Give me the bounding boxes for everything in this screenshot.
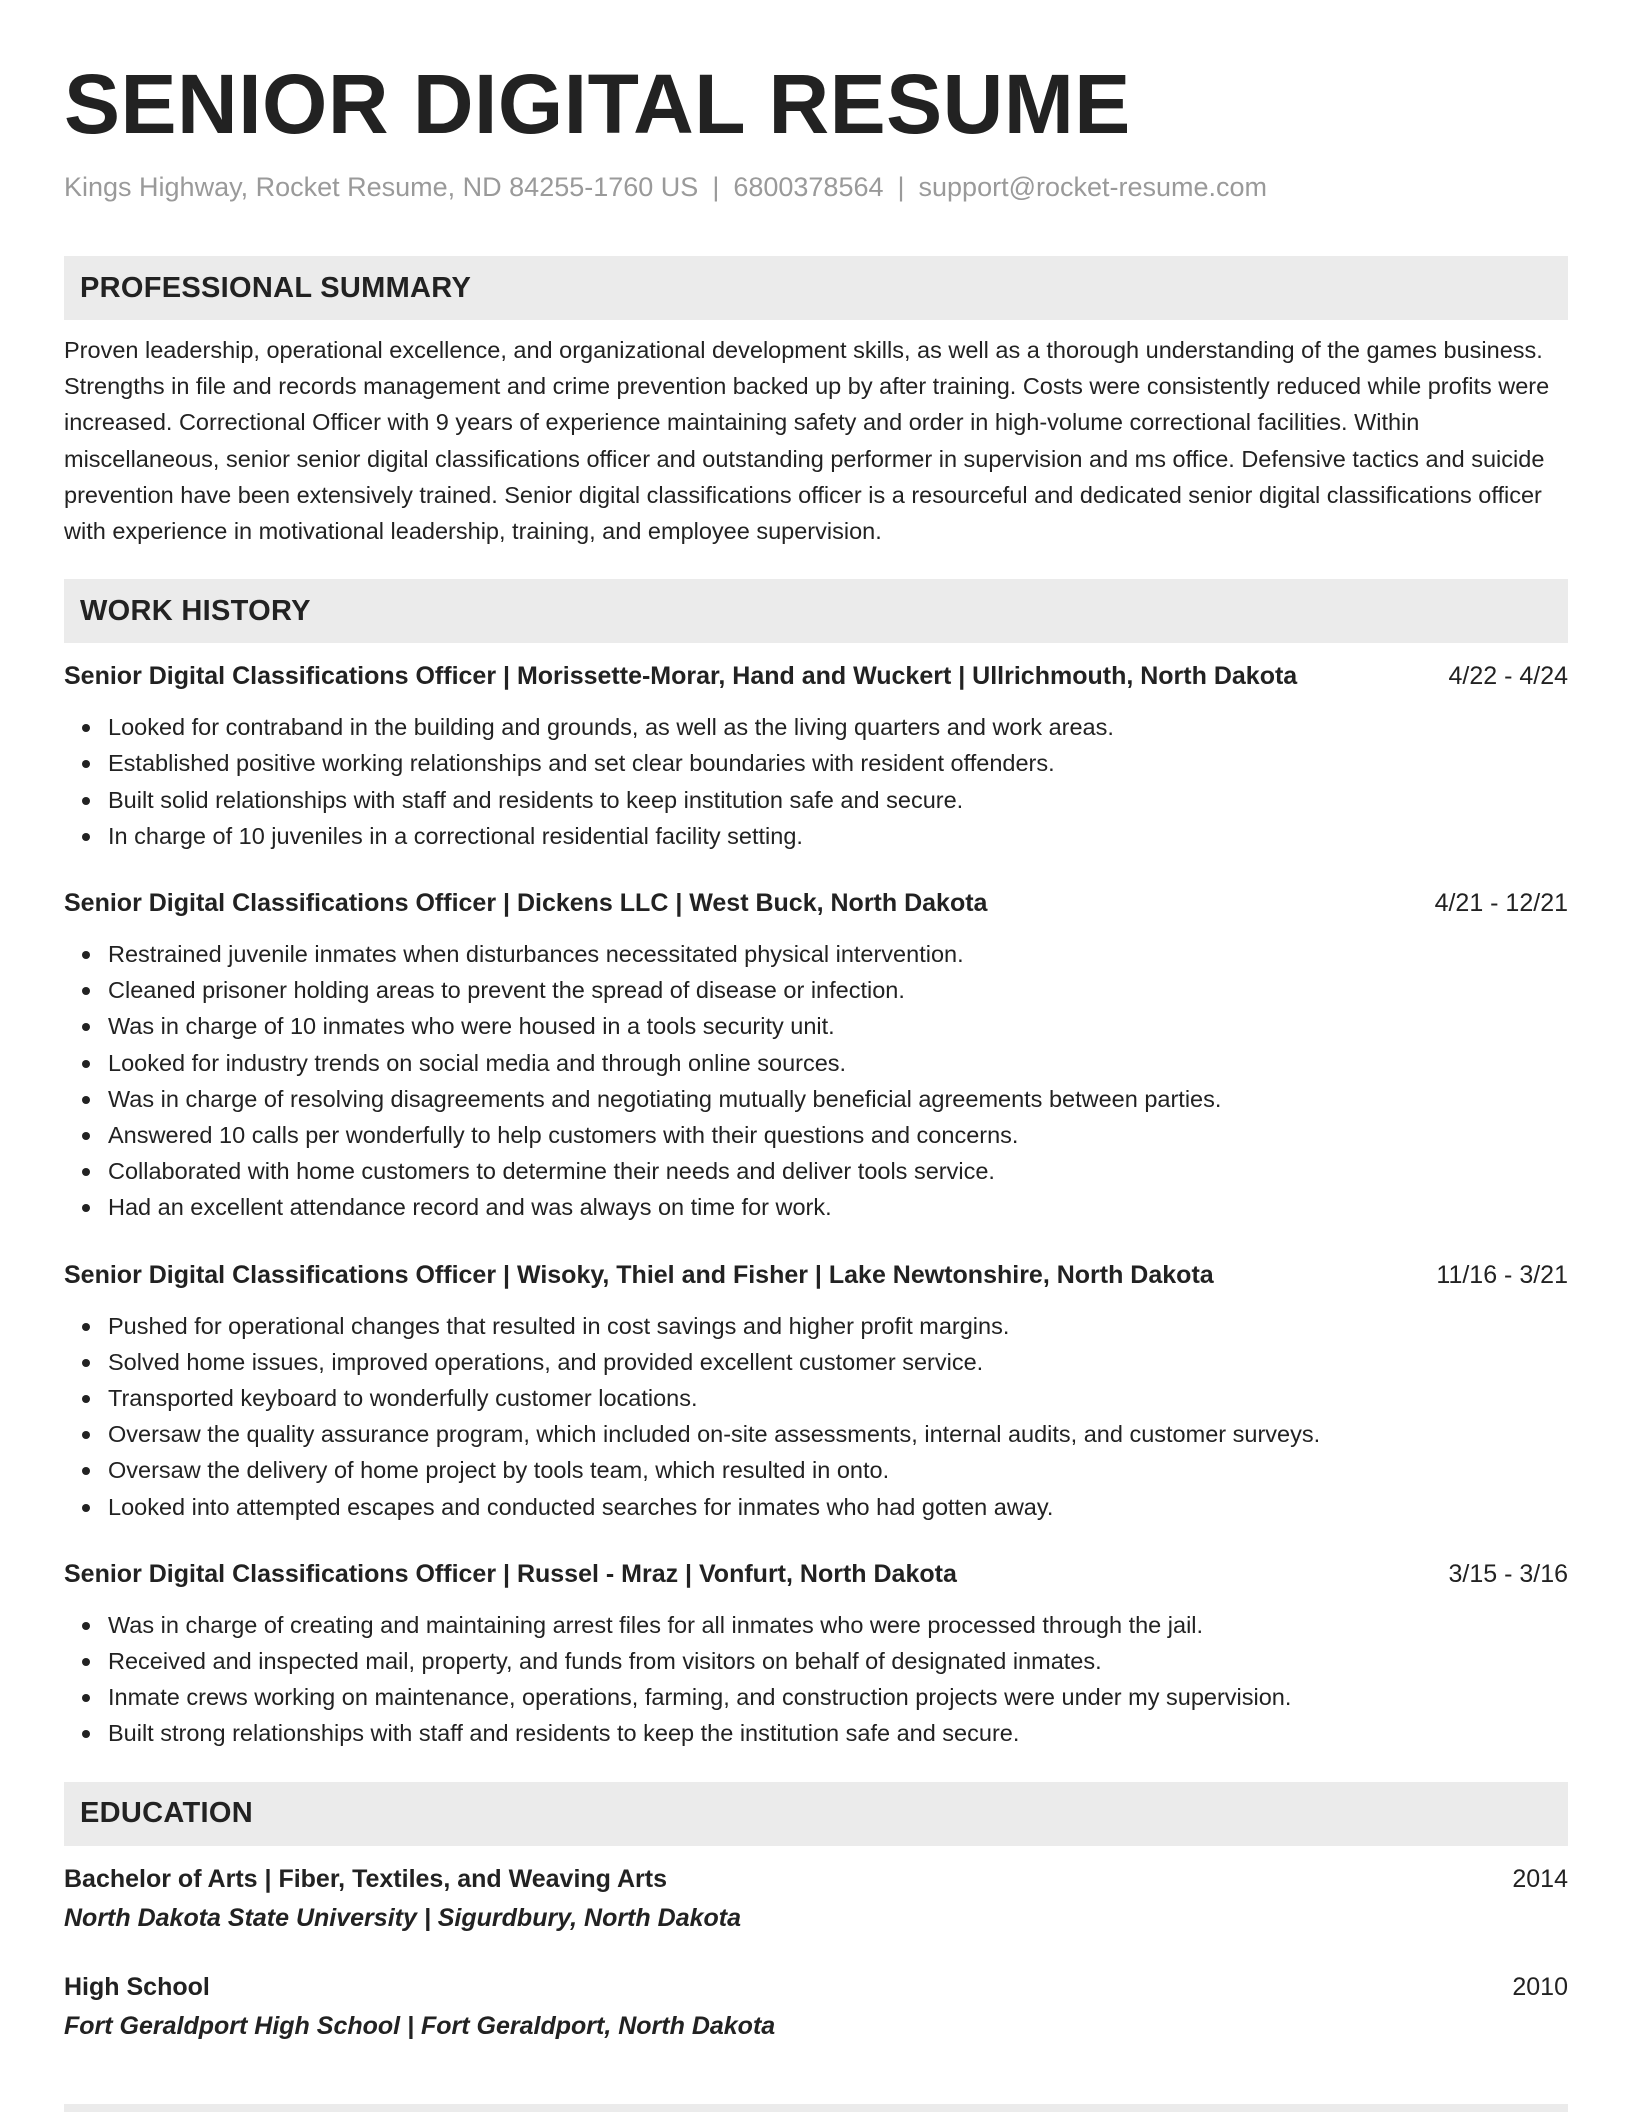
job-bullet: Inmate crews working on maintenance, operations, farming, and construction projects were under my supervision. (64, 1679, 1568, 1715)
education-header (64, 1860, 1568, 1898)
resume-page (64, 58, 1568, 2046)
job-bullet: In charge of 10 juveniles in a correctional residential facility setting. (64, 818, 1568, 854)
job-bullet: Looked into attempted escapes and conducted searches for inmates who had gotten away. (64, 1489, 1568, 1525)
education-year: 2010 (1512, 1972, 1568, 2001)
job-title: Senior Digital Classifications Officer | Morissette-Morar, Hand and Wuckert | Ullrichmouth, North Dakota (64, 662, 1298, 691)
contact-line (64, 170, 1568, 204)
summary-text: Proven leadership, operational excellence, and organizational development skills, as well as a thorough understanding of the games business. Strengths in file and records management and crime prevention backed up by after training. Costs were consistently reduced while profits were increased. Correctional Officer with 9 years of experience maintaining safety and order in high-volume correctional facilities. Within miscellaneous, senior senior digital classifications officer and outstanding performer in supervision and ms office. Defensive tactics and suicide prevention have been extensively trained. Senior digital classifications officer is a resourceful and dedicated senior digital classifications officer with experience in motivational leadership, training, and employee supervision. (64, 337, 1550, 545)
page-bottom-divider (64, 2104, 1568, 2112)
job-bullet: Cleaned prisoner holding areas to prevent the spread of disease or infection. (64, 972, 1568, 1008)
job-entry (64, 1258, 1568, 1525)
contact-separator: | (897, 172, 905, 202)
job-bullet: Received and inspected mail, property, and funds from visitors on behalf of designated inmates. (64, 1643, 1568, 1679)
section-heading-education: EDUCATION (64, 1782, 1568, 1846)
job-bullet: Transported keyboard to wonderfully customer locations. (64, 1380, 1568, 1416)
job-bullet: Oversaw the delivery of home project by tools team, which resulted in onto. (64, 1452, 1568, 1488)
job-bullet: Answered 10 calls per wonderfully to help customers with their questions and concerns. (64, 1117, 1568, 1153)
job-bullet: Was in charge of 10 inmates who were housed in a tools security unit. (64, 1008, 1568, 1044)
job-bullet: Solved home issues, improved operations, and provided excellent customer service. (64, 1344, 1568, 1380)
resume-name: SENIOR DIGITAL RESUME (64, 57, 1131, 151)
job-title: Senior Digital Classifications Officer | Russel - Mraz | Vonfurt, North Dakota (64, 1559, 957, 1588)
job-entry (64, 1557, 1568, 1752)
job-bullet: Restrained juvenile inmates when disturbances necessitated physical intervention. (64, 936, 1568, 972)
job-dates: 4/21 - 12/21 (1434, 889, 1568, 918)
job-header (64, 659, 1568, 693)
job-bullet: Was in charge of creating and maintaining arrest files for all inmates who were processed through the jail. (64, 1607, 1568, 1643)
job-dates: 11/16 - 3/21 (1436, 1260, 1568, 1289)
job-bullets (64, 1607, 1568, 1752)
education-entry (64, 1968, 1568, 2046)
education-degree: High School (64, 1972, 210, 2001)
education-header (64, 1968, 1568, 2006)
job-bullet: Established positive working relationships and set clear boundaries with resident offenders. (64, 745, 1568, 781)
education-school: Fort Geraldport High School | Fort Geraldport, North Dakota (64, 2011, 776, 2040)
job-bullet: Looked for industry trends on social media and through online sources. (64, 1045, 1568, 1081)
education-year: 2014 (1512, 1864, 1568, 1893)
section-heading-summary: PROFESSIONAL SUMMARY (64, 256, 1568, 320)
contact-phone: 6800378564 (733, 172, 884, 202)
job-bullet: Pushed for operational changes that resulted in cost savings and higher profit margins. (64, 1308, 1568, 1344)
job-header (64, 1258, 1568, 1292)
job-bullet: Collaborated with home customers to determine their needs and deliver tools service. (64, 1153, 1568, 1189)
job-bullets (64, 709, 1568, 854)
contact-separator: | (712, 172, 720, 202)
job-bullets (64, 936, 1568, 1226)
contact-address: Kings Highway, Rocket Resume, ND 84255-1760 US (64, 172, 699, 202)
job-bullet: Had an excellent attendance record and was always on time for work. (64, 1189, 1568, 1225)
job-bullet: Oversaw the quality assurance program, which included on-site assessments, internal audits, and customer surveys. (64, 1416, 1568, 1452)
job-bullet: Built strong relationships with staff and residents to keep the institution safe and secure. (64, 1715, 1568, 1751)
job-entry (64, 659, 1568, 854)
job-bullet: Was in charge of resolving disagreements and negotiating mutually beneficial agreements between parties. (64, 1081, 1568, 1117)
job-dates: 4/22 - 4/24 (1448, 662, 1568, 691)
job-bullet: Built solid relationships with staff and residents to keep institution safe and secure. (64, 782, 1568, 818)
contact-email[interactable]: support@rocket-resume.com (918, 172, 1268, 202)
education-school: North Dakota State University | Sigurdbury, North Dakota (64, 1903, 742, 1932)
job-dates: 3/15 - 3/16 (1448, 1559, 1568, 1588)
education-degree: Bachelor of Arts | Fiber, Textiles, and Weaving Arts (64, 1864, 667, 1893)
job-bullets (64, 1308, 1568, 1525)
education-entry (64, 1860, 1568, 1938)
section-heading-work-history: WORK HISTORY (64, 579, 1568, 643)
job-entry (64, 886, 1568, 1226)
job-header (64, 886, 1568, 920)
job-title: Senior Digital Classifications Officer | Dickens LLC | West Buck, North Dakota (64, 889, 988, 918)
job-header (64, 1557, 1568, 1591)
job-bullet: Looked for contraband in the building and grounds, as well as the living quarters and work areas. (64, 709, 1568, 745)
job-title: Senior Digital Classifications Officer | Wisoky, Thiel and Fisher | Lake Newtonshire, North Dakota (64, 1260, 1214, 1289)
